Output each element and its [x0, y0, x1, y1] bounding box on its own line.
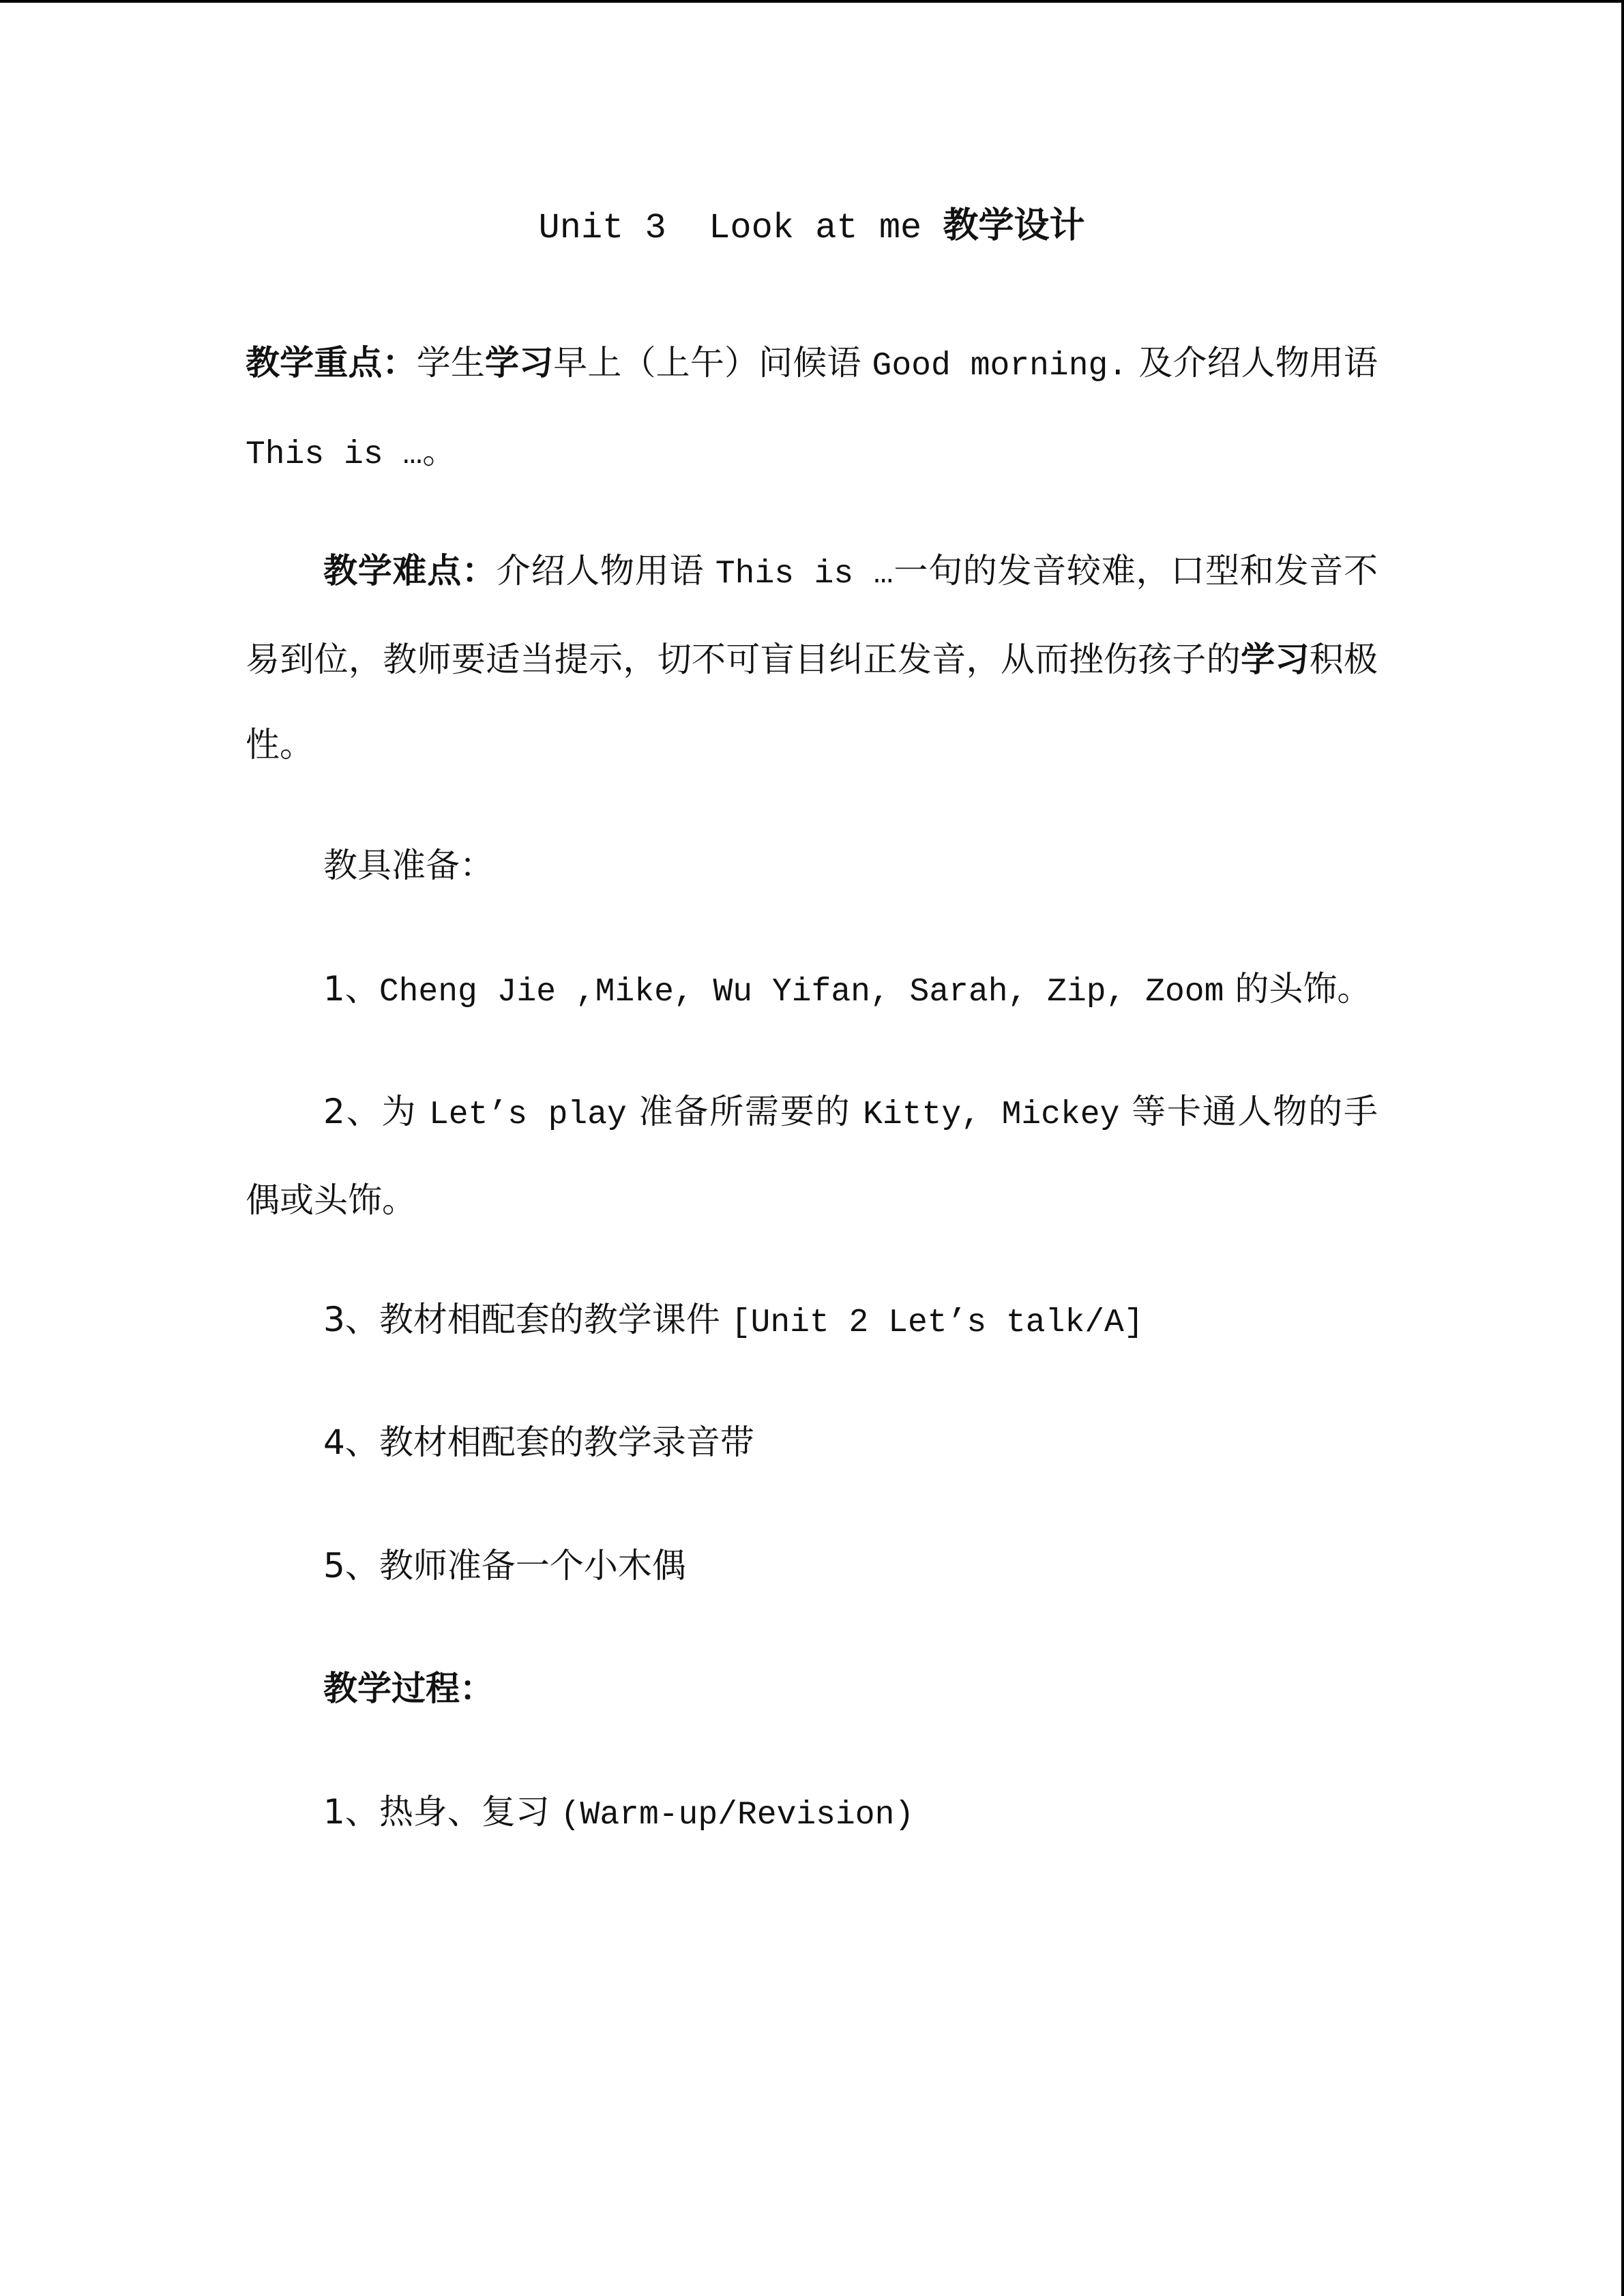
materials-item-text: 教材相配套的教学课件	[379, 1300, 731, 1339]
difficulties-text: 积极性。	[246, 640, 1378, 764]
title-english: Unit 3 Look at me	[538, 208, 943, 248]
key-points-text: 学生	[416, 343, 485, 383]
process-heading: 教学过程：	[323, 1669, 494, 1708]
list-number: 3、	[323, 1300, 379, 1339]
list-number: 4、	[323, 1422, 379, 1462]
materials-item-text: 的头饰。	[1224, 969, 1372, 1009]
key-points-paragraph	[246, 320, 1378, 498]
page-right-border	[1621, 0, 1624, 2296]
difficulties-label: 教学难点：	[323, 551, 497, 591]
list-number: 1、	[323, 969, 379, 1009]
title-chinese: 教学设计	[943, 205, 1085, 246]
key-points-text: 早上（上午）问候语	[553, 343, 872, 383]
list-number: 1、	[323, 1792, 379, 1832]
materials-item-1	[246, 946, 1378, 1035]
key-points-text: 及介绍人物用语	[1127, 343, 1378, 383]
key-points-text: 。	[422, 432, 457, 471]
difficulties-english: This is …	[715, 556, 894, 593]
materials-heading: 教具准备：	[323, 846, 494, 885]
key-points-english: This is …	[246, 436, 423, 473]
process-item-text: 热身、复习	[379, 1792, 561, 1832]
difficulties-emphasis: 学习	[1241, 640, 1310, 679]
materials-item-english: Cheng Jie ,Mike, Wu Yifan, Sarah, Zip, Zoom	[379, 974, 1224, 1011]
page-title	[246, 205, 1378, 248]
materials-item-english: Kitty, Mickey	[863, 1097, 1120, 1133]
process-item-english: (Warm-up/Revision)	[560, 1797, 915, 1834]
materials-item-text: 教师准备一个小木偶	[379, 1546, 686, 1585]
process-item-1	[246, 1770, 1378, 1858]
materials-item-english: [Unit 2 Let’s talk/A]	[730, 1304, 1144, 1341]
key-points-label: 教学重点：	[246, 343, 417, 383]
materials-item-text: 等卡通人物的手偶或头饰。	[246, 1092, 1378, 1220]
list-number: 2、	[323, 1092, 382, 1131]
key-points-english: Good morning.	[872, 348, 1128, 385]
page-top-border	[0, 0, 1624, 3]
materials-item-text: 为	[381, 1092, 429, 1131]
difficulties-paragraph	[246, 528, 1378, 788]
difficulties-text: 介绍人物用语	[496, 551, 715, 591]
materials-item-text: 教材相配套的教学录音带	[379, 1422, 754, 1462]
difficulties-text: 一句的发音较难，口型和发音不易到位，教师要适当提示，切不可盲目纠正发音，从而挫伤孩子的	[246, 551, 1378, 679]
materials-item-3	[246, 1277, 1378, 1366]
materials-item-2	[246, 1069, 1378, 1243]
list-number: 5、	[323, 1546, 379, 1585]
key-points-emphasis: 学习	[484, 343, 554, 383]
materials-item-text: 准备所需要的	[626, 1092, 863, 1131]
materials-item-4	[246, 1400, 1378, 1485]
materials-item-english: Let’s play	[428, 1097, 627, 1133]
materials-item-5	[246, 1523, 1378, 1609]
